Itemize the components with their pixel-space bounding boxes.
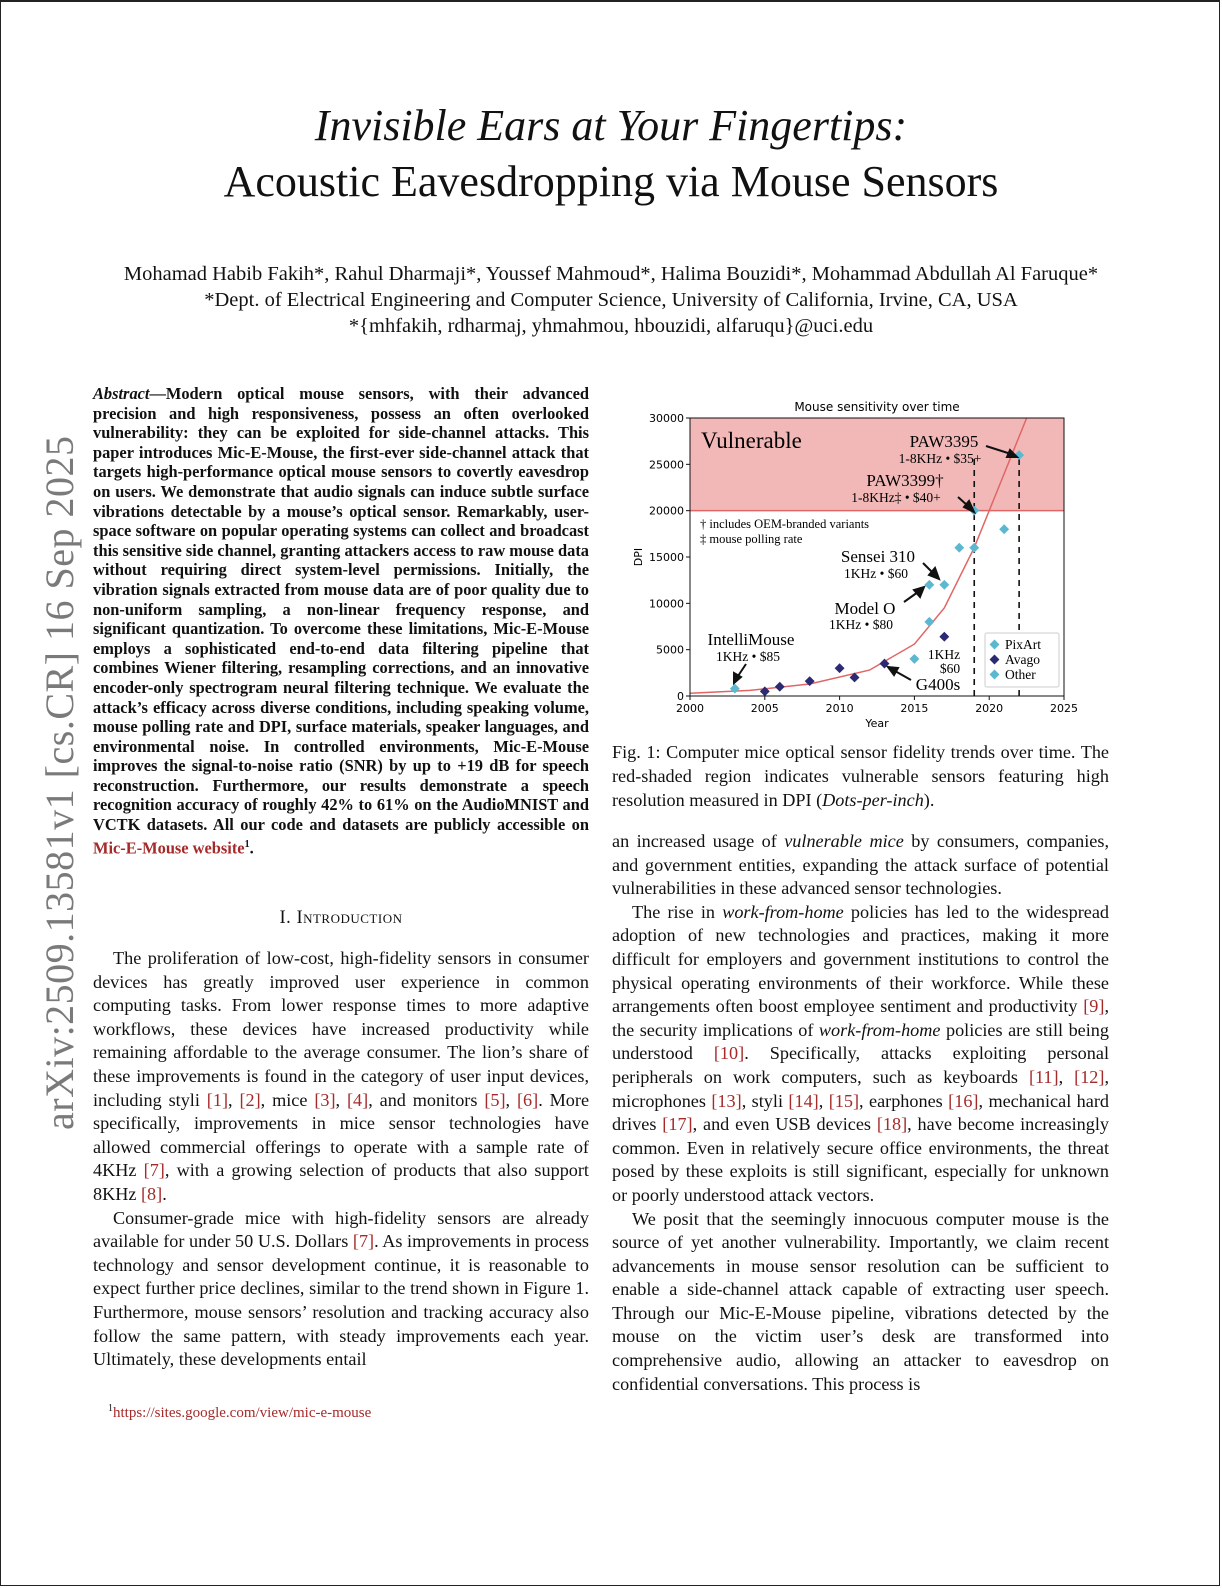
text-run: . Specifically, attacks exploiting personal peripherals on work computers, such as keyboards bbox=[612, 1043, 1109, 1087]
x-tick-label: 2005 bbox=[750, 702, 779, 715]
data-point-pixart bbox=[924, 617, 934, 627]
text-run: , microphones bbox=[612, 1066, 1110, 1111]
text-run: Consumer-grade mice with high-fidelity sensors are already available for under 50 U.S. Dollars bbox=[93, 1207, 589, 1252]
abstract bbox=[93, 384, 589, 858]
text-run: . bbox=[162, 1183, 167, 1204]
x-axis-label: Year bbox=[865, 717, 889, 730]
text-run: , styli bbox=[741, 1090, 789, 1111]
text-run: , the security implications of bbox=[612, 996, 1109, 1040]
affiliation: *Dept. of Electrical Engineering and Computer Science, University of California, Irvine, CA, USA bbox=[204, 289, 1018, 311]
text-run: , earphones bbox=[859, 1090, 949, 1111]
text-run: work-from-home bbox=[722, 901, 844, 922]
citation[interactable]: [6] bbox=[516, 1089, 539, 1110]
citation[interactable]: [12] bbox=[1074, 1066, 1105, 1087]
footnote-mark: 1 bbox=[244, 838, 250, 850]
annot-paw3399-name: PAW3399† bbox=[866, 471, 944, 490]
right-body bbox=[612, 830, 1109, 1396]
vulnerable-label: Vulnerable bbox=[701, 428, 802, 453]
x-tick-label: 2020 bbox=[975, 702, 1004, 715]
abstract-lead: Abstract bbox=[93, 384, 150, 403]
right-paragraph-1 bbox=[612, 830, 1109, 901]
text-run: policies are still being understood bbox=[612, 1019, 1109, 1064]
annot-intellimouse-detail: 1KHz • $85 bbox=[716, 649, 780, 664]
annot-g400s-name: G400s bbox=[915, 675, 961, 694]
authors: Mohamad Habib Fakih*, Rahul Dharmaji*, Youssef Mahmoud*, Halima Bouzidi*, Mohammad Abdullah Al Faruque* bbox=[123, 263, 1099, 285]
email: *{mhfakih, rdharmaj, yhmahmou, hbouzidi, alfaruqu}@uci.edu bbox=[348, 315, 874, 337]
citation[interactable]: [15] bbox=[828, 1090, 860, 1111]
citation[interactable]: [4] bbox=[346, 1089, 369, 1110]
abstract-text: —Modern optical mouse sensors, with their advanced precision and high responsiveness, possess an often overlooked vulnerability: they can be exploited for side-channel attacks. This paper introduces Mic-E-Mouse, the first-ever side-channel attack that targets high-performance optical mouse sensors to covertly eavesdrop on users. We demonstrate that audio signals can induce subtle surface vibrations detectable by a mouse’s optical sensor. Remarkably, user-space software on popular operating systems can collect and broadcast this sensitive side channel, granting attackers access to raw mouse data without requiring direct system-level permissions. Initially, the vibration signals extracted from mouse data are of poor quality due to non-uniform sampling, a non-linear frequency response, and significant quantization. To overcome these limitations, Mic-E-Mouse employs a sophisticated end-to-end data filtering pipeline that combines Wiener filtering, resampling corrections, and an innovative encoder-only spectrogram neural filtering technique. We evaluate the attack’s efficacy across diverse conditions, including speaking volume, mouse polling rate and DPI, surface materials, speaker languages, and environmental noise. In controlled environments, Mic-E-Mouse improves the signal-to-noise ratio (SNR) by up to +19 dB for speech reconstruction. Furthermore, our results demonstrate a speech recognition accuracy of roughly 42% to 61% on the AudioMNIST and VCTK datasets. All our code and datasets are publicly accessible on bbox=[93, 384, 589, 835]
text-run: The proliferation of low-cost, high-fidelity sensors in consumer devices has greatly improved user experience in common computing tasks. From lower response times to more adaptive workflows, these devices have increased productivity while remaining affordable to the average consumer. The lion’s share of these improvements is found in the category of user input devices, including styli bbox=[93, 948, 589, 1110]
text-run: , and monitors bbox=[368, 1089, 485, 1110]
data-point-avago bbox=[835, 663, 845, 673]
data-point-pixart bbox=[909, 654, 919, 664]
text-run: work-from-home bbox=[818, 1019, 941, 1040]
legend-pixart: PixArt bbox=[1005, 637, 1042, 652]
annot-g400s-detail2: $60 bbox=[939, 661, 961, 676]
intro-paragraph-2 bbox=[93, 1207, 589, 1372]
citation[interactable]: [8] bbox=[140, 1183, 163, 1204]
note-dagger: † includes OEM-branded variants bbox=[700, 517, 870, 531]
legend bbox=[985, 633, 1059, 687]
annot-modelo-name: Model O bbox=[834, 599, 896, 618]
text-run: The rise in bbox=[632, 901, 723, 922]
text-run: , and even USB devices bbox=[692, 1114, 877, 1135]
right-paragraph-2: The rise in work-from-home policies has led to the widespread adoption of new technologies and practices, making it more difficult for employers and government institutions to control the physical operating environments of their workforce. While these arrangements often boost employee sentiment and productivity [9], the security implications of work-from-home policies are still being understood [10]. Specifically, attacks exploiting personal peripherals on work computers, such as keyboards [11], [12], microphones [13], styli [14], [15], earphones [16], mechanical hard drives [17], and even USB devices [18], have become increasingly common. Even in relatively secure office environments, the threat posed by these exploits is still significant, especially for unknown or poorly understood attack vectors. bbox=[612, 901, 1110, 1205]
data-point-pixart bbox=[730, 684, 740, 694]
y-axis-label: DPI bbox=[632, 547, 645, 567]
annot-paw3395-detail: 1-8KHz • $35+ bbox=[898, 451, 982, 466]
y-tick-label: 20000 bbox=[649, 504, 684, 518]
annot-modelo-detail: 1KHz • $80 bbox=[829, 617, 893, 632]
chart-title: Mouse sensitivity over time bbox=[794, 400, 960, 414]
legend-avago: Avago bbox=[1005, 652, 1040, 667]
footnote bbox=[108, 1403, 371, 1422]
x-tick-label: 2010 bbox=[825, 702, 854, 715]
data-point-pixart bbox=[939, 580, 949, 590]
note-ddagger: ‡ mouse polling rate bbox=[700, 532, 803, 546]
citation[interactable]: [7] bbox=[352, 1231, 375, 1252]
y-tick-label: 5000 bbox=[656, 643, 684, 657]
abstract-end: . bbox=[249, 838, 254, 858]
footnote-number: 1 bbox=[108, 1403, 113, 1414]
y-tick-label: 15000 bbox=[649, 551, 684, 564]
annot-intellimouse-name: IntelliMouse bbox=[707, 630, 795, 649]
annot-paw3399-detail: 1-8KHz‡ • $40+ bbox=[851, 490, 941, 505]
text-run: by consumers, companies, and government entities, expanding the attack surface of potential vulnerabilities in these advanced sensor technologies. bbox=[612, 831, 1110, 899]
citation[interactable]: [1] bbox=[206, 1089, 229, 1110]
citation[interactable]: [9] bbox=[1083, 996, 1105, 1017]
y-tick-label: 10000 bbox=[649, 597, 684, 611]
y-tick-label: 30000 bbox=[649, 412, 684, 425]
text-run: , with a growing selection of products that also support 8KHz bbox=[93, 1160, 589, 1204]
citation[interactable]: [3] bbox=[314, 1089, 336, 1110]
citation[interactable]: [2] bbox=[239, 1089, 261, 1110]
data-point-pixart bbox=[954, 543, 964, 553]
website-link[interactable]: Mic-E-Mouse website bbox=[93, 838, 245, 858]
sensitivity-chart bbox=[628, 396, 1078, 736]
annot-paw3395-name: PAW3395 bbox=[909, 432, 979, 451]
citation[interactable]: [11] bbox=[1028, 1066, 1059, 1087]
text-run: an increased usage of bbox=[612, 831, 785, 851]
citation[interactable]: [17] bbox=[662, 1114, 693, 1135]
data-point-avago bbox=[939, 632, 949, 642]
data-point-avago bbox=[775, 682, 785, 692]
x-tick-label: 2015 bbox=[900, 702, 929, 715]
x-tick-label: 2025 bbox=[1050, 702, 1078, 715]
y-tick-label: 25000 bbox=[649, 458, 684, 472]
data-point-pixart bbox=[999, 524, 1009, 534]
text-run: ). bbox=[923, 790, 935, 810]
text-run: Fig. 1: Computer mice optical sensor fidelity trends over time. The red-shaded region indicates vulnerable sensors featuring high resolution measured in DPI ( bbox=[612, 742, 1109, 810]
citation[interactable]: [10] bbox=[713, 1043, 745, 1064]
title-line1: Invisible Ears at Your Fingertips: bbox=[314, 101, 908, 150]
arrow-intellimouse bbox=[738, 664, 746, 676]
text-run: . As improvements in process technology and sensor development continue, it is reasonable to expect further price declines, similar to the trend shown in Figure 1. Furthermore, mouse sensors’ resolution and tracking accuracy also follow the same pattern, with steady improvements each year. Ultimately, these developments entail bbox=[93, 1231, 589, 1370]
text-run: policies has led to the widespread adoption of new technologies and practices, making it more difficult for employers and government institutions to control the physical operating environments of their workforce. While these arrangements often boost employee sentiment and productivity bbox=[612, 901, 1109, 1017]
citation[interactable]: [16] bbox=[948, 1090, 979, 1111]
annot-sensei-detail: 1KHz • $60 bbox=[844, 566, 908, 581]
text-run: , mice bbox=[260, 1089, 315, 1110]
y-tick-label: 0 bbox=[677, 690, 684, 703]
arrowhead-modelo bbox=[914, 587, 924, 597]
arxiv-stamp: arXiv:2509.13581v1 [cs.CR] 16 Sep 2025 bbox=[37, 435, 82, 1130]
text-run: , mechanical hard drives bbox=[612, 1090, 1110, 1135]
footnote-url[interactable]: https://sites.google.com/view/mic-e-mouse bbox=[113, 1405, 372, 1421]
citation[interactable]: [7] bbox=[143, 1160, 165, 1181]
annot-g400s-detail1: 1KHz bbox=[927, 647, 961, 662]
data-point-pixart bbox=[969, 543, 979, 553]
citation[interactable]: [13] bbox=[711, 1090, 742, 1111]
intro-body bbox=[93, 947, 589, 1372]
figure-caption bbox=[612, 740, 1109, 812]
citation[interactable]: [5] bbox=[484, 1089, 506, 1110]
text-run: , have become increasingly common. Even in relatively secure office environments, the threat posed by these exploits is still significant, especially for unknown or poorly understood attack vectors. bbox=[612, 1114, 1109, 1205]
text-run: . More specifically, improvements in mice sensor technologies have allowed commercial offerings to operate with a sample rate of 4KHz bbox=[93, 1089, 590, 1181]
section-title: Introduction bbox=[296, 908, 403, 928]
text-run: vulnerable mice bbox=[784, 831, 904, 851]
data-point-pixart bbox=[924, 580, 934, 590]
section-heading bbox=[93, 908, 589, 929]
citation[interactable]: [18] bbox=[876, 1114, 908, 1135]
text-run: Dots-per-inch bbox=[822, 790, 924, 810]
figure-1 bbox=[628, 396, 1078, 736]
citation[interactable]: [14] bbox=[788, 1090, 819, 1111]
legend-other: Other bbox=[1005, 667, 1036, 682]
arrow-g400s bbox=[895, 671, 911, 680]
section-number: I. bbox=[279, 908, 292, 928]
annot-sensei-name: Sensei 310 bbox=[840, 547, 916, 566]
arrowhead-g400s bbox=[888, 667, 898, 675]
title-line2: Acoustic Eavesdropping via Mouse Sensors bbox=[223, 157, 999, 206]
right-paragraph-3: We posit that the seemingly innocuous computer mouse is the source of yet another vulnerability. Importantly, we claim recent advancements in mouse sensor resolution can be sufficient to enable a side-channel attack capable of extracting user speech. Through our Mic-E-Mouse pipeline, vibrations detected by the mouse on the victim user’s desk are transformed into comprehensive audio, allowing an attacker to eavesdrop on confidential conversations. This process is bbox=[612, 1208, 1109, 1394]
x-tick-label: 2000 bbox=[676, 702, 704, 715]
intro-paragraph-1: The proliferation of low-cost, high-fidelity sensors in consumer devices has greatly improved user experience in common computing tasks. From lower response times to more adaptive workflows, these devices have increased productivity while remaining affordable to the average consumer. The lion’s share of these improvements is found in the category of user input devices, including styli [1], [2], mice [3], [4], and monitors [5], [6]. More specifically, improvements in mice sensor technologies have allowed commercial offerings to operate with a sample rate of 4KHz [7], with a growing selection of products that also support 8KHz [8]. bbox=[93, 948, 590, 1204]
